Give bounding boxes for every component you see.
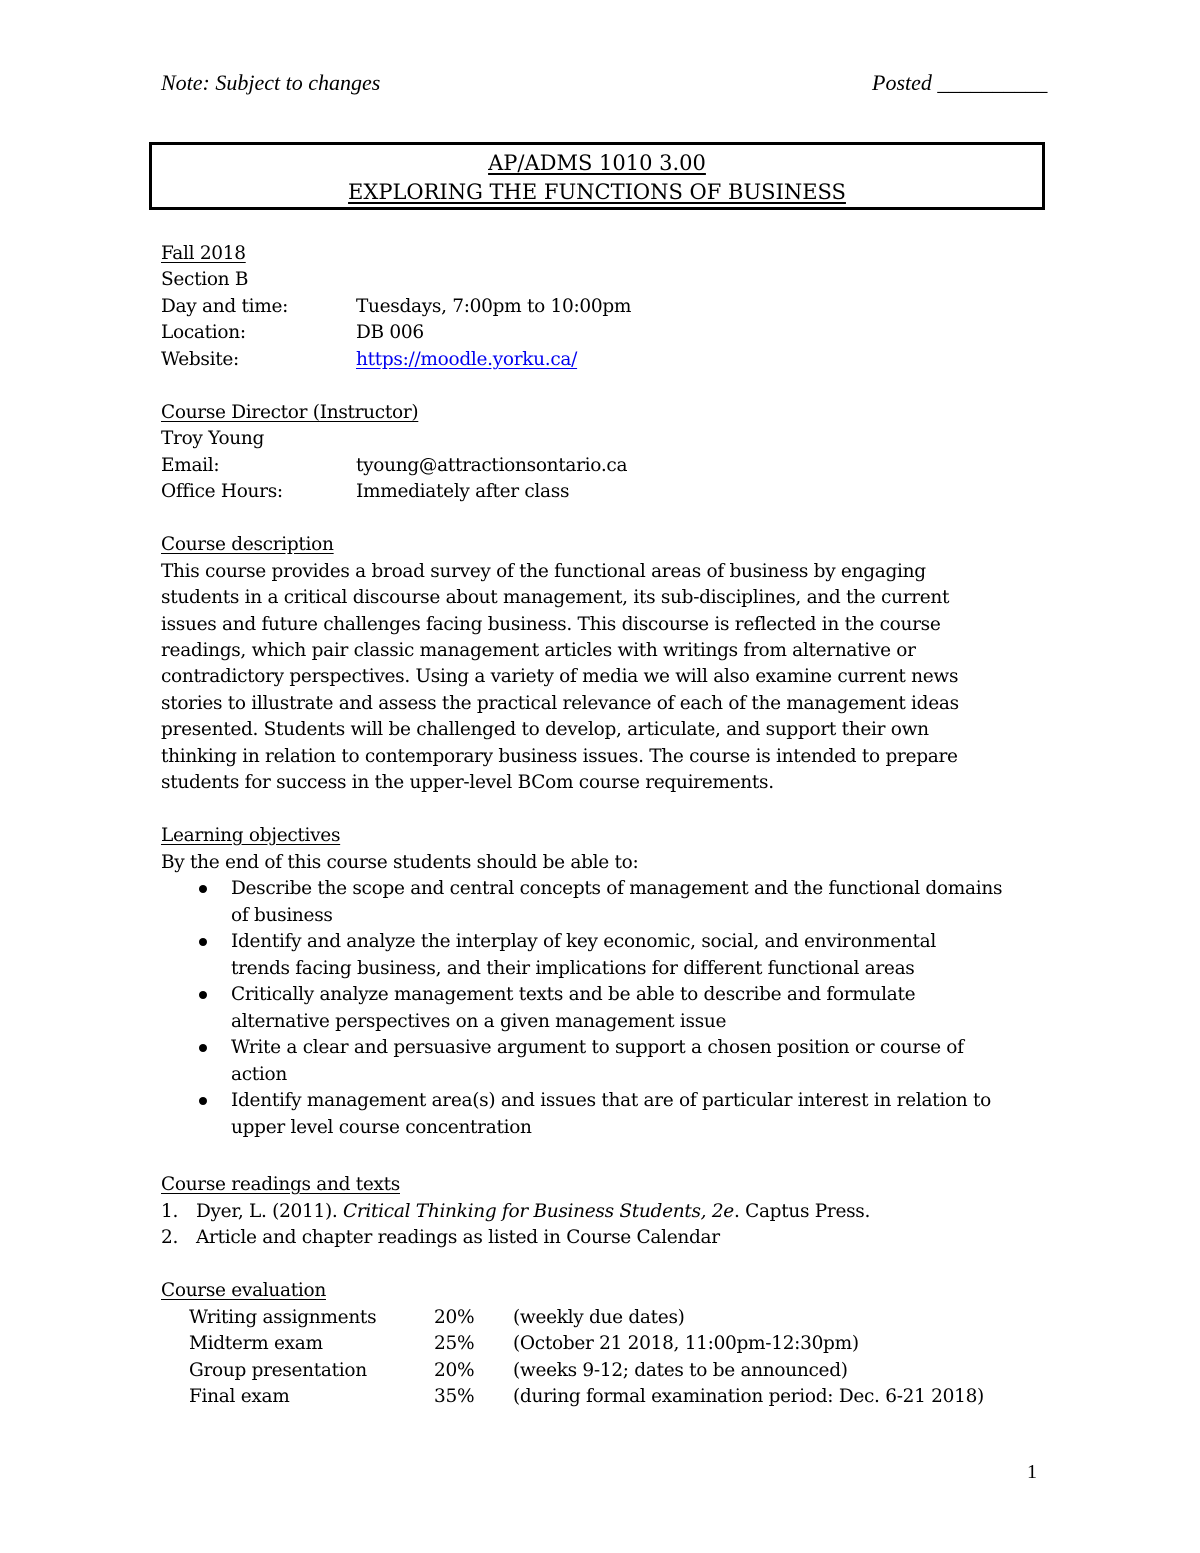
evaluation-note: (weekly due dates)	[513, 1307, 685, 1328]
objective-line: action	[231, 1064, 287, 1085]
objective-line: of business	[231, 905, 333, 926]
office-hours-value: Immediately after class	[356, 481, 570, 502]
objective-line: Identify and analyze the interplay of key economic, social, and environmental	[231, 931, 937, 952]
term-heading: Fall 2018	[161, 243, 246, 264]
description-line: students in a critical discourse about management, its sub-disciplines, and the current	[161, 587, 950, 608]
description-line: students for success in the upper-level BCom course requirements.	[161, 772, 774, 793]
objective-line: Critically analyze management texts and be able to describe and formulate	[231, 984, 916, 1005]
description-line: stories to illustrate and assess the practical relevance of each of the management ideas	[161, 693, 959, 714]
objective-line: Identify management area(s) and issues that are of particular interest in relation to	[231, 1090, 991, 1111]
readings-heading: Course readings and texts	[161, 1174, 400, 1195]
director-name: Troy Young	[161, 428, 265, 449]
evaluation-weight: 25%	[434, 1333, 475, 1354]
bullet-icon	[199, 991, 207, 999]
description-heading: Course description	[161, 534, 334, 555]
bullet-icon	[199, 1097, 207, 1105]
objective-line: Describe the scope and central concepts of management and the functional domains	[231, 878, 1003, 899]
location-label: Location:	[161, 322, 246, 343]
reading-author: Dyer, L. (2011).	[196, 1201, 344, 1222]
evaluation-note: (October 21 2018, 11:00pm-12:30pm)	[513, 1333, 859, 1354]
header-note: Note: Subject to changes	[161, 70, 381, 95]
objective-line: alternative perspectives on a given management issue	[231, 1011, 727, 1032]
location-value: DB 006	[356, 322, 424, 343]
evaluation-heading: Course evaluation	[161, 1280, 326, 1301]
evaluation-note: (weeks 9-12; dates to be announced)	[513, 1360, 848, 1381]
reading-number: 2.	[161, 1227, 179, 1248]
office-hours-label: Office Hours:	[161, 481, 283, 502]
header-posted: Posted __________	[872, 70, 1048, 95]
reading-number: 1.	[161, 1201, 179, 1222]
director-heading: Course Director (Instructor)	[161, 402, 419, 423]
description-line: presented. Students will be challenged to develop, articulate, and support their own	[161, 719, 929, 740]
objective-line: Write a clear and persuasive argument to support a chosen position or course of	[231, 1037, 964, 1058]
description-line: readings, which pair classic management articles with writings from alternative or	[161, 640, 916, 661]
evaluation-note: (during formal examination period: Dec. 6-21 2018)	[513, 1386, 984, 1407]
page-number: 1	[1027, 1461, 1037, 1483]
evaluation-weight: 20%	[434, 1360, 475, 1381]
website-label: Website:	[161, 349, 239, 370]
day-time-value: Tuesdays, 7:00pm to 10:00pm	[356, 296, 632, 317]
description-line: This course provides a broad survey of the functional areas of business by engaging	[161, 561, 926, 582]
objectives-heading: Learning objectives	[161, 825, 341, 846]
reading-publisher: . Captus Press.	[733, 1201, 871, 1222]
evaluation-item: Midterm exam	[189, 1333, 323, 1354]
reading-item-2: Article and chapter readings as listed in Course Calendar	[196, 1227, 720, 1248]
bullet-icon	[199, 1044, 207, 1052]
objectives-intro: By the end of this course students should be able to:	[161, 852, 639, 873]
objective-line: upper level course concentration	[231, 1117, 532, 1138]
course-code: AP/ADMS 1010 3.00	[488, 151, 706, 175]
day-time-label: Day and time:	[161, 296, 289, 317]
email-value: tyoung@attractionsontario.ca	[356, 455, 628, 476]
course-title: EXPLORING THE FUNCTIONS OF BUSINESS	[348, 180, 846, 204]
description-line: contradictory perspectives. Using a variety of media we will also examine current news	[161, 666, 959, 687]
description-line: thinking in relation to contemporary business issues. The course is intended to prepare	[161, 746, 958, 767]
reading-item-1	[196, 1199, 870, 1225]
description-line: issues and future challenges facing business. This discourse is reflected in the course	[161, 614, 941, 635]
section-label: Section B	[161, 269, 249, 290]
bullet-icon	[199, 885, 207, 893]
objective-line: trends facing business, and their implications for different functional areas	[231, 958, 915, 979]
reading-book-title: Critical Thinking for Business Students, 2e	[343, 1201, 734, 1222]
bullet-icon	[199, 938, 207, 946]
evaluation-weight: 20%	[434, 1307, 475, 1328]
website-link[interactable]: https://moodle.yorku.ca/	[356, 349, 578, 370]
email-label: Email:	[161, 455, 220, 476]
evaluation-item: Final exam	[189, 1386, 290, 1407]
title-box	[149, 142, 1045, 210]
evaluation-weight: 35%	[434, 1386, 475, 1407]
evaluation-item: Writing assignments	[189, 1307, 377, 1328]
evaluation-item: Group presentation	[189, 1360, 367, 1381]
